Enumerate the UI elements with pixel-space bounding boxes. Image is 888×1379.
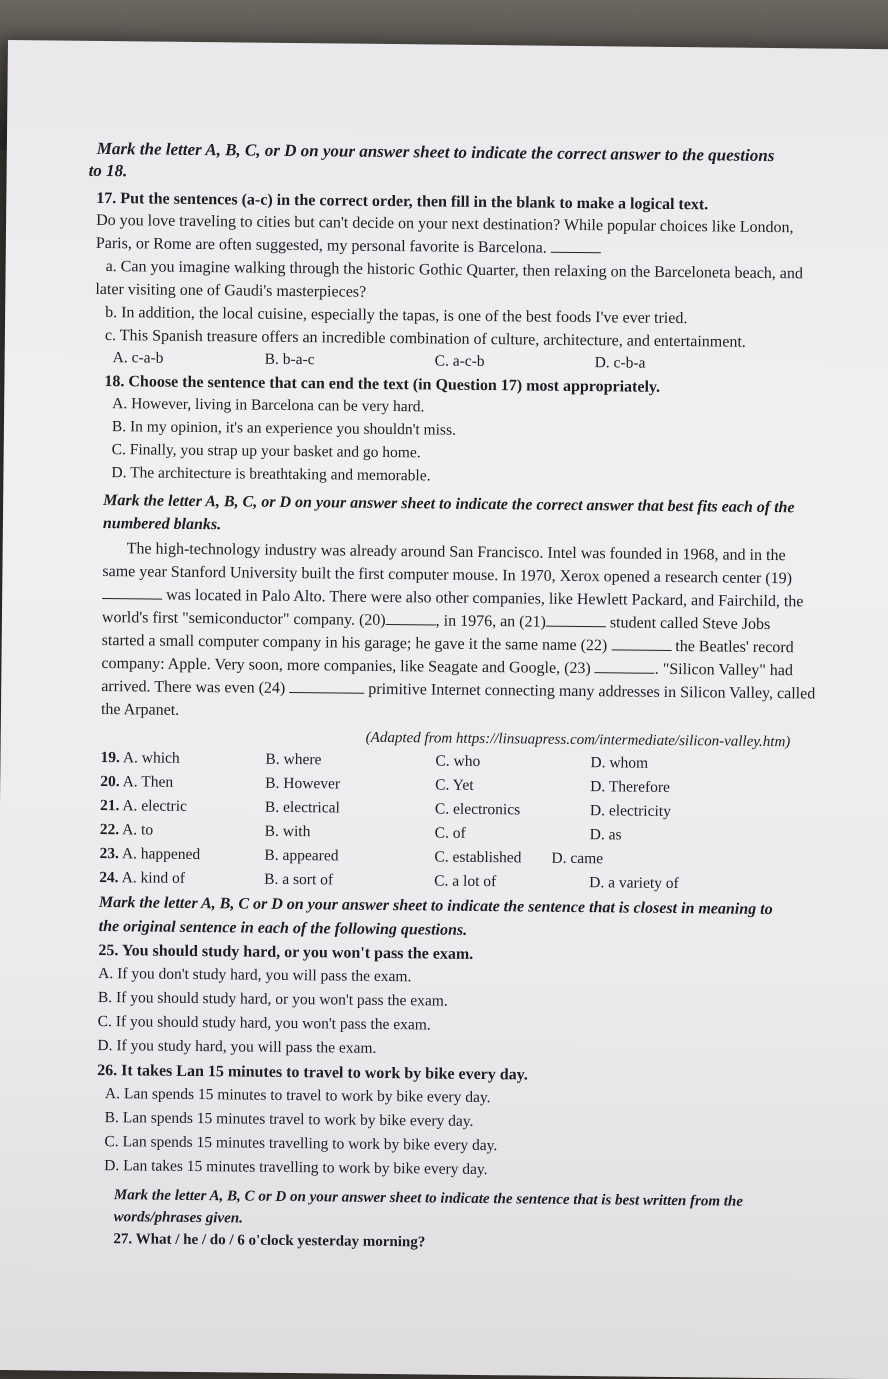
- q17-stem: 17. Put the sentences (a-c) in the correct order, then fill in the blank to make a logical text.: [96, 189, 709, 214]
- q18-option-b[interactable]: B. In my opinion, it's an experience you shouldn't miss.: [111, 418, 456, 439]
- section4-instruction-2: words/phrases given.: [113, 1209, 243, 1227]
- q17-option-a[interactable]: A. c-a-b: [112, 349, 164, 367]
- q20-option-c[interactable]: C. Yet: [435, 776, 474, 794]
- passage-line-4: world's first "semiconductor" company. (20) , in 1976, an (21) student called Steve Jobs: [101, 609, 771, 634]
- q23-option-d[interactable]: D. came: [551, 849, 604, 868]
- q17-sentence-c: c. This Spanish treasure offers an incredible combination of culture, architecture, and entertainment.: [104, 327, 746, 351]
- q21-option-c[interactable]: C. electronics: [434, 800, 521, 819]
- q22-row: 22. A. to: [99, 821, 154, 839]
- section3-instruction-1: Mark the letter A, B, C or D on your answer sheet to indicate the sentence that is closest in meaning to: [98, 894, 773, 919]
- section2-instruction-1: Mark the letter A, B, C, or D on your answer sheet to indicate the correct answer that best fits each of the: [103, 492, 795, 517]
- q24-option-a[interactable]: A. kind of: [121, 869, 186, 887]
- passage-source: (Adapted from https://linsuapress.com/intermediate/silicon-valley.htm): [365, 729, 791, 751]
- q26-option-a[interactable]: A. Lan spends 15 minutes to travel to work by bike every day.: [104, 1085, 491, 1107]
- section3-instruction-2: the original sentence in each of the following questions.: [98, 917, 468, 939]
- q22-option-b[interactable]: B. with: [264, 822, 311, 841]
- q19-option-b[interactable]: B. where: [265, 750, 322, 769]
- q17-text-1: Do you love traveling to cities but can't decide on your next destination? While popular choices like London,: [96, 211, 794, 237]
- passage-line-6: company: Apple. Very soon, more companies, like Seagate and Google, (23) . "Silicon Valley" had: [101, 655, 793, 680]
- q18-option-a[interactable]: A. However, living in Barcelona can be very hard.: [112, 395, 425, 416]
- q17-sentence-a-1: a. Can you imagine walking through the historic Gothic Quarter, then relaxing on the Barceloneta beach, and: [105, 258, 804, 283]
- q17-option-c[interactable]: C. a-c-b: [434, 352, 485, 371]
- q22-option-c[interactable]: C. of: [434, 824, 466, 842]
- q17-sentence-a-2: later visiting one of Gaudi's masterpieces?: [95, 280, 367, 301]
- q21-option-a[interactable]: A. electric: [122, 797, 188, 815]
- blank-21[interactable]: [546, 614, 606, 628]
- q22-option-d[interactable]: D. as: [589, 826, 622, 844]
- q23-option-c[interactable]: C. established: [434, 848, 522, 867]
- q25-option-a[interactable]: A. If you don't study hard, you will pass the exam.: [98, 964, 412, 986]
- q19-option-a[interactable]: A. which: [122, 749, 180, 767]
- passage-line-8: the Arpanet.: [100, 701, 180, 719]
- passage-line-2: same year Stanford University built the first computer mouse. In 1970, Xerox opened a research center (19): [102, 563, 793, 588]
- blank-19[interactable]: [102, 586, 162, 600]
- q24-option-d[interactable]: D. a variety of: [589, 874, 679, 893]
- q20-option-a[interactable]: A. Then: [122, 773, 174, 791]
- q20-option-b[interactable]: B. However: [265, 774, 341, 793]
- worksheet-content: [88, 138, 887, 1251]
- q18-option-d[interactable]: D. The architecture is breathtaking and memorable.: [111, 464, 431, 485]
- q21-row: 21. A. electric: [99, 797, 188, 815]
- q27-stem: 27. What / he / do / 6 o'clock yesterday morning?: [113, 1231, 426, 1251]
- q22-option-a[interactable]: A. to: [122, 821, 154, 839]
- passage-line-7: arrived. There was even (24) primitive Internet connecting many addresses in Silicon Valley, called: [101, 678, 816, 703]
- passage-line-5: started a small computer company in his garage; he gave it the same name (22) the Beatles' record: [101, 632, 794, 657]
- q19-option-c[interactable]: C. who: [435, 752, 481, 770]
- q17-sentence-b: b. In addition, the local cuisine, especially the tapas, is one of the best foods I've ever tried.: [105, 304, 688, 328]
- q21-option-b[interactable]: B. electrical: [264, 798, 340, 817]
- blank-23[interactable]: [595, 660, 655, 674]
- instruction-1: Mark the letter A, B, C, or D on your answer sheet to indicate the correct answer to the questions: [96, 138, 775, 166]
- q24-row: 24. A. kind of: [99, 869, 186, 887]
- blank-20[interactable]: [386, 612, 436, 626]
- q20-row: 20. A. Then: [100, 773, 174, 791]
- q24-option-b[interactable]: B. a sort of: [264, 870, 334, 889]
- q19-option-d[interactable]: D. whom: [590, 754, 649, 772]
- section4-instruction-1: Mark the letter A, B, C or D on your answer sheet to indicate the sentence that is best written from the: [113, 1187, 744, 1210]
- q19-row: 19. A. which: [100, 749, 180, 767]
- q23-option-b[interactable]: B. appeared: [264, 846, 339, 865]
- q24-option-c[interactable]: C. a lot of: [434, 872, 497, 891]
- q25-option-d[interactable]: D. If you study hard, you will pass the exam.: [97, 1036, 377, 1057]
- q17-option-d[interactable]: D. c-b-a: [594, 354, 646, 372]
- q18-option-c[interactable]: C. Finally, you strap up your basket and go home.: [111, 441, 421, 462]
- q17-option-b[interactable]: B. b-a-c: [264, 350, 315, 369]
- q23-option-a[interactable]: A. happened: [121, 845, 201, 864]
- q26-option-d[interactable]: D. Lan takes 15 minutes travelling to work by bike every day.: [104, 1157, 488, 1179]
- q25-option-b[interactable]: B. If you should study hard, or you won't pass the exam.: [97, 988, 448, 1010]
- answer-blank[interactable]: [551, 240, 601, 254]
- q17-text-2: Paris, or Rome are often suggested, my personal favorite is Barcelona.: [96, 234, 601, 259]
- q18-stem: 18. Choose the sentence that can end the text (in Question 17) most appropriately.: [104, 373, 661, 396]
- instruction-1b: to 18.: [88, 160, 128, 181]
- q20-option-d[interactable]: D. Therefore: [590, 778, 671, 796]
- blank-24[interactable]: [289, 680, 364, 694]
- q25-stem: 25. You should study hard, or you won't pass the exam.: [98, 941, 474, 963]
- q26-option-b[interactable]: B. Lan spends 15 minutes travel to work by bike every day.: [104, 1109, 474, 1130]
- passage-line-3: was located in Palo Alto. There were also other companies, like Hewlett Packard, and Fairchild, the: [102, 585, 803, 612]
- q21-option-d[interactable]: D. electricity: [589, 802, 671, 820]
- passage-line-1: The high-technology industry was already around San Francisco. Intel was founded in 1968, and in the: [126, 540, 786, 565]
- q25-option-c[interactable]: C. If you should study hard, you won't pass the exam.: [97, 1012, 431, 1034]
- worksheet-page: [0, 40, 888, 1379]
- blank-22[interactable]: [611, 637, 671, 651]
- q23-row: 23. A. happened: [99, 845, 201, 864]
- section2-instruction-2: numbered blanks.: [102, 515, 222, 534]
- q26-stem: 26. It takes Lan 15 minutes to travel to work by bike every day.: [97, 1061, 528, 1084]
- q26-option-c[interactable]: C. Lan spends 15 minutes travelling to work by bike every day.: [104, 1133, 498, 1155]
